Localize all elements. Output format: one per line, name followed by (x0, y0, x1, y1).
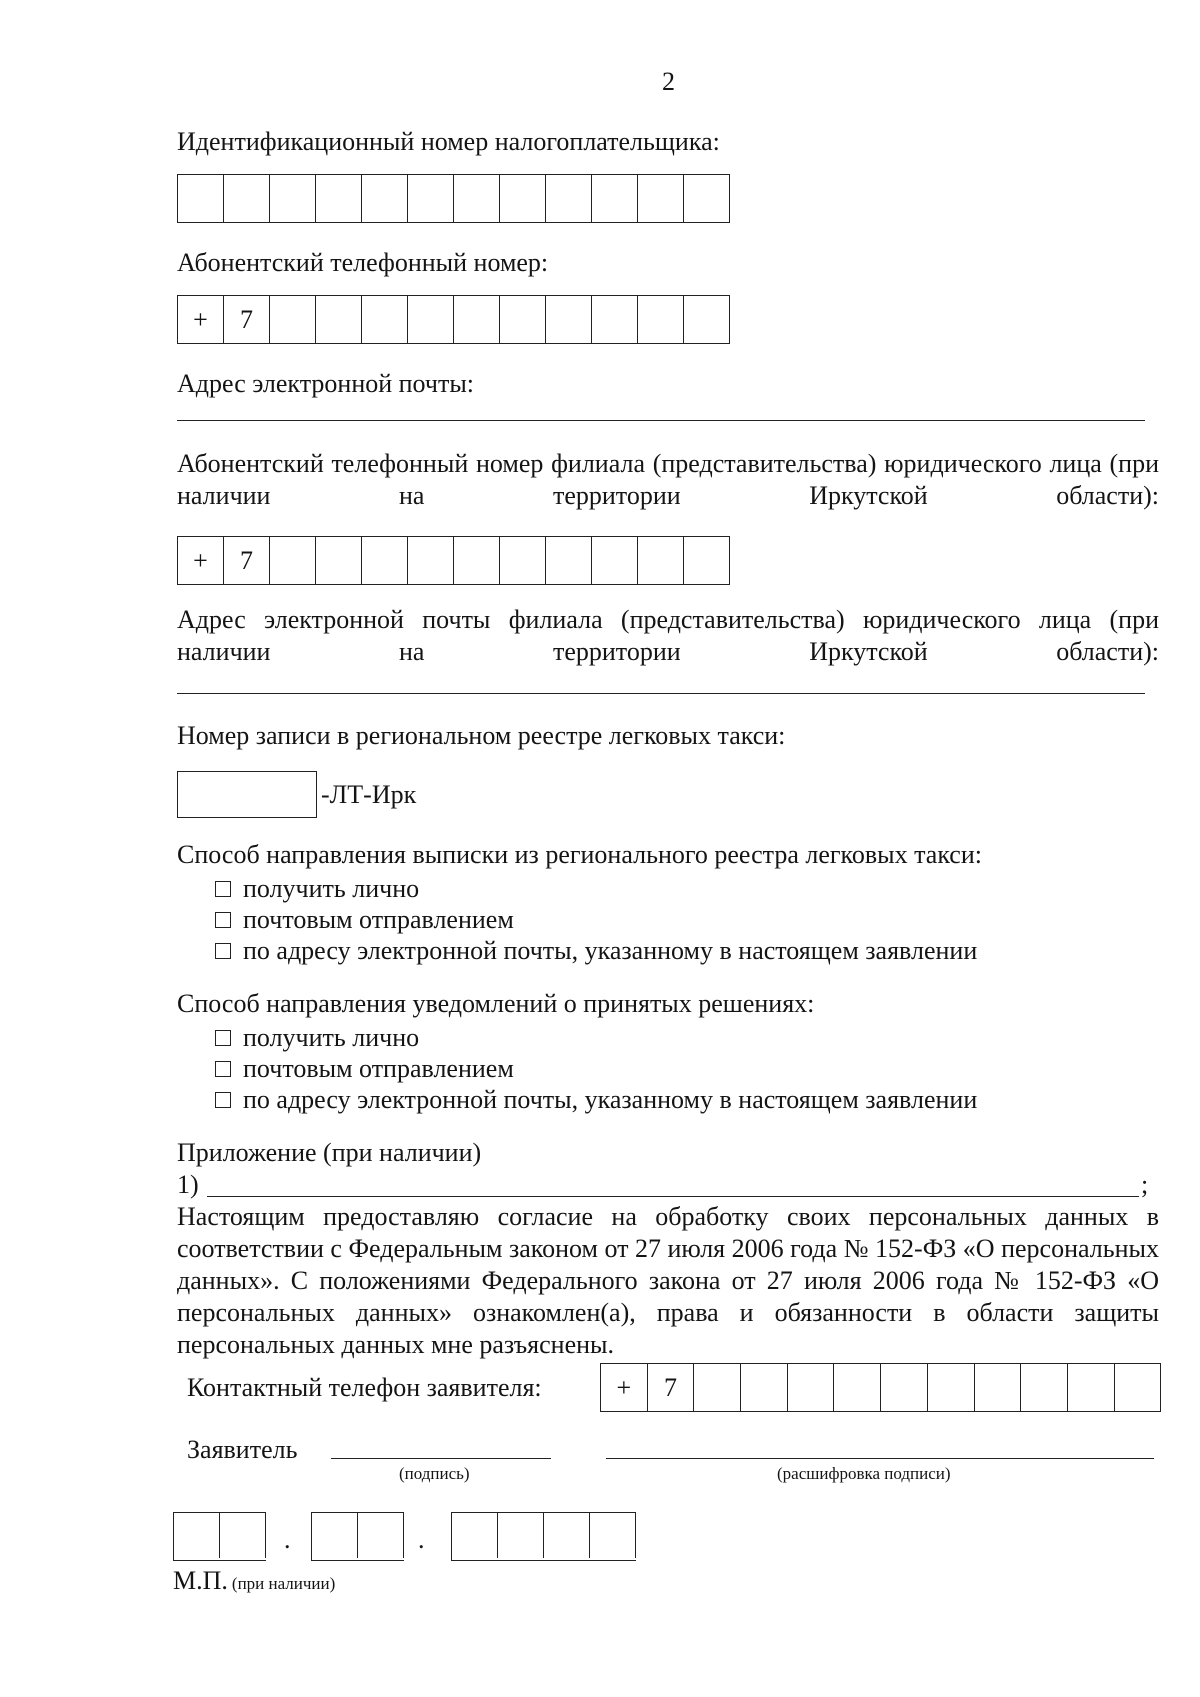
contact-phone-cell[interactable] (928, 1364, 975, 1411)
inn-cell[interactable] (500, 175, 546, 222)
extract-option-mail[interactable] (215, 904, 977, 935)
option-label: по адресу электронной почты, указанному в настоящем заявлении (243, 936, 978, 965)
inn-cell[interactable] (546, 175, 592, 222)
inn-cell[interactable] (684, 175, 730, 222)
page-number: 2 (662, 67, 675, 96)
branch-phone-cell[interactable] (638, 537, 684, 584)
stamp-note: (при наличии) (231, 1574, 336, 1593)
checkbox[interactable] (215, 1092, 231, 1108)
branch-phone-cell[interactable] (316, 537, 362, 584)
branch-phone-cell[interactable]: 7 (224, 537, 270, 584)
appendix-item-number: 1) (177, 1170, 199, 1199)
branch-phone-cell[interactable] (546, 537, 592, 584)
contact-phone-cell[interactable] (975, 1364, 1022, 1411)
branch-phone-cell[interactable]: + (178, 537, 224, 584)
registry-label: Номер записи в региональном реестре легковых такси: (177, 721, 786, 750)
notice-option-email[interactable] (215, 1084, 977, 1115)
branch-phone-cell[interactable] (408, 537, 454, 584)
date-day-field[interactable] (173, 1512, 266, 1561)
phone-cell[interactable] (316, 296, 362, 343)
phone-cell[interactable] (592, 296, 638, 343)
signature-decode-line[interactable] (606, 1458, 1154, 1459)
signature-decode-caption: (расшифровка подписи) (777, 1464, 951, 1483)
registry-number-field[interactable] (177, 771, 317, 818)
contact-phone-cell[interactable] (1021, 1364, 1068, 1411)
inn-cell[interactable] (408, 175, 454, 222)
branch-phone-cell[interactable] (362, 537, 408, 584)
phone-cell[interactable] (638, 296, 684, 343)
branch-phone-label: Абонентский телефонный номер филиала (представительства) юридического лица (при наличии на территории Иркутской области): (177, 449, 1159, 510)
contact-phone-cell[interactable] (1068, 1364, 1115, 1411)
branch-phone-cell[interactable] (684, 537, 730, 584)
notice-method-options (215, 1022, 977, 1115)
phone-cell[interactable] (684, 296, 730, 343)
inn-cell[interactable] (592, 175, 638, 222)
extract-method-label: Способ направления выписки из регионального реестра легковых такси: (177, 840, 982, 869)
email-field-line[interactable] (177, 420, 1145, 421)
contact-phone-cell[interactable] (741, 1364, 788, 1411)
extract-method-options (215, 873, 977, 966)
inn-cell[interactable] (638, 175, 684, 222)
branch-phone-cell[interactable] (500, 537, 546, 584)
notice-option-in-person[interactable] (215, 1022, 977, 1053)
date-cell[interactable] (544, 1513, 590, 1558)
notice-option-mail[interactable] (215, 1053, 977, 1084)
phone-cell[interactable] (454, 296, 500, 343)
date-separator: . (418, 1525, 425, 1554)
branch-phone-cell[interactable] (592, 537, 638, 584)
email-label: Адрес электронной почты: (177, 369, 475, 398)
appendix-item-line[interactable] (207, 1196, 1139, 1197)
option-label: почтовым отправлением (243, 905, 514, 934)
date-cell[interactable] (174, 1513, 220, 1558)
branch-phone-cell[interactable] (270, 537, 316, 584)
notice-method-label: Способ направления уведомлений о принятых решениях: (177, 989, 815, 1018)
checkbox[interactable] (215, 1030, 231, 1046)
extract-option-in-person[interactable] (215, 873, 977, 904)
inn-label: Идентификационный номер налогоплательщика: (177, 127, 720, 156)
date-cell[interactable] (358, 1513, 404, 1558)
registry-suffix: -ЛТ-Ирк (321, 780, 417, 809)
option-label: почтовым отправлением (243, 1054, 514, 1083)
phone-cell[interactable] (500, 296, 546, 343)
inn-cell[interactable] (178, 175, 224, 222)
date-cell[interactable] (312, 1513, 358, 1558)
inn-cell[interactable] (316, 175, 362, 222)
inn-cells[interactable] (177, 174, 730, 223)
contact-phone-cell[interactable] (694, 1364, 741, 1411)
date-separator: . (284, 1525, 291, 1554)
date-cell[interactable] (498, 1513, 544, 1558)
contact-phone-cell[interactable] (788, 1364, 835, 1411)
contact-phone-cell[interactable]: 7 (648, 1364, 695, 1411)
option-label: получить лично (243, 1023, 420, 1052)
date-year-field[interactable] (451, 1512, 636, 1561)
inn-cell[interactable] (270, 175, 316, 222)
appendix-item-end: ; (1141, 1170, 1149, 1199)
checkbox[interactable] (215, 1061, 231, 1077)
contact-phone-cell[interactable] (1115, 1364, 1162, 1411)
branch-phone-cell[interactable] (454, 537, 500, 584)
date-cell[interactable] (590, 1513, 636, 1558)
phone-label: Абонентский телефонный номер: (177, 248, 549, 277)
date-cell[interactable] (452, 1513, 498, 1558)
applicant-label: Заявитель (187, 1435, 298, 1464)
contact-phone-cell[interactable] (834, 1364, 881, 1411)
contact-phone-cell[interactable]: + (601, 1364, 648, 1411)
inn-cell[interactable] (454, 175, 500, 222)
contact-phone-cell[interactable] (881, 1364, 928, 1411)
phone-cell[interactable]: 7 (224, 296, 270, 343)
checkbox[interactable] (215, 943, 231, 959)
checkbox[interactable] (215, 881, 231, 897)
consent-text: Настоящим предоставляю согласие на обработку своих персональных данных в соответствии с Федеральным законом от 27 июля 2006 года № 152-ФЗ «О персональных данных». С положениями Федерального закона от 27 июля 2006 года № 152-ФЗ «О персональных данных» ознакомлен(а), права и обязанности в области защиты персональных данных мне разъяснены. (177, 1202, 1159, 1359)
inn-cell[interactable] (224, 175, 270, 222)
phone-cells[interactable] (177, 295, 730, 344)
phone-cell[interactable] (270, 296, 316, 343)
option-label: получить лично (243, 874, 420, 903)
branch-phone-cells[interactable] (177, 536, 730, 585)
phone-cell[interactable] (408, 296, 454, 343)
contact-phone-cells[interactable] (600, 1363, 1161, 1412)
checkbox[interactable] (215, 912, 231, 928)
inn-cell[interactable] (362, 175, 408, 222)
option-label: по адресу электронной почты, указанному в настоящем заявлении (243, 1085, 978, 1114)
appendix-label: Приложение (при наличии) (177, 1138, 482, 1167)
phone-cell[interactable] (362, 296, 408, 343)
phone-cell[interactable]: + (178, 296, 224, 343)
signature-caption: (подпись) (399, 1464, 470, 1483)
stamp-label: М.П. (173, 1566, 228, 1595)
date-cell[interactable] (220, 1513, 266, 1558)
branch-email-label: Адрес электронной почты филиала (представительства) юридического лица (при наличии на территории Иркутской области): (177, 605, 1159, 666)
stamp-block (173, 1566, 335, 1596)
contact-phone-label: Контактный телефон заявителя: (187, 1373, 542, 1402)
phone-cell[interactable] (546, 296, 592, 343)
branch-email-field-line[interactable] (177, 693, 1145, 694)
signature-line[interactable] (331, 1458, 551, 1459)
extract-option-email[interactable] (215, 935, 977, 966)
date-month-field[interactable] (311, 1512, 404, 1561)
